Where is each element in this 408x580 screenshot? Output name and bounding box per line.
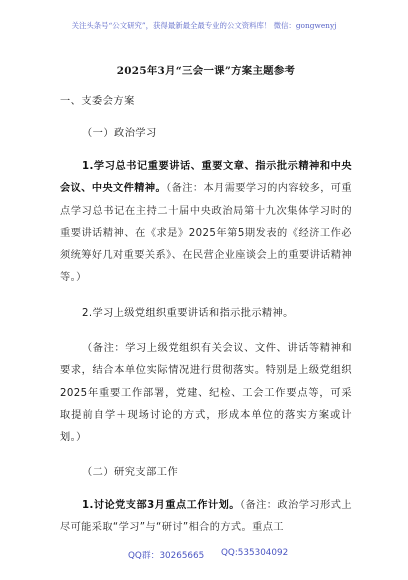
- document-body: [60, 62, 352, 552]
- subsection-heading-1: （一）政治学习: [82, 128, 157, 139]
- paragraph-1-note: （备注：本月需要学习的内容较多，可重点学习总书记在主持二十届中央政治局第十九次集体学习时的重要讲话精神、在《求是》2025年第5期发表的《经济工作必须统筹好几对重要关系》、在民营企业座谈会上的重要讲话精神等。）: [60, 183, 353, 284]
- paragraph-4: [60, 495, 352, 540]
- section-heading-1: 一、支委会方案: [60, 96, 135, 107]
- subsection-heading-2: （二）研究支部工作: [82, 466, 179, 478]
- paragraph-1: [60, 156, 352, 290]
- footer-qq-number: QQ:535304092: [221, 548, 289, 558]
- paragraph-4-note: （备注：政治学习形式上尽可能采取“学习”与“研讨”相合的方式。重点工: [60, 499, 352, 533]
- paragraph-3: （备注：学习上级党组织有关会议、文件、讲话等精神和要求，结合本单位实际情况进行贯彻落实。特别是上级党组织2025年重要工作部署，党建、纪检、工会工作要点等，可采取提前自学＋现场讨论的方式，形成本单位的落实方案或计划。）: [60, 343, 352, 444]
- paragraph-2: 2.学习上级党组织重要讲话和指示批示精神。: [82, 307, 294, 319]
- document-title: 2025年3月“三会一课”方案主题参考: [116, 65, 296, 77]
- header-banner: 关注头条号“公文研究”，获得最新最全最专业的公文资料库！ 微信：gongwenyj: [71, 21, 337, 30]
- paragraph-4-heading: 1.讨论党支部3月重点工作计划。: [82, 499, 240, 511]
- footer-qq-group: QQ群：30265665: [128, 551, 205, 561]
- paragraph-1-heading: 1.学习总书记重要讲话、重要文章、指示批示精神和中央会议、中央文件精神。: [60, 161, 352, 195]
